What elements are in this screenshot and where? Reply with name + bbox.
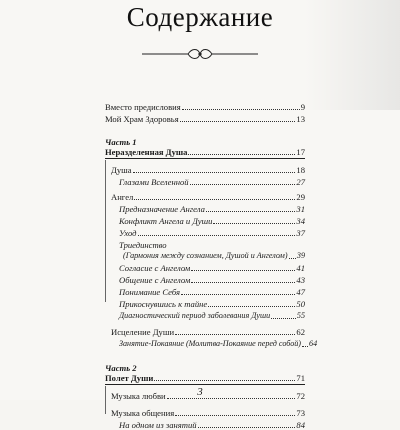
part-label: Часть 1	[105, 137, 137, 147]
toc-entry	[119, 214, 305, 226]
toc-entry	[119, 297, 305, 309]
section-bracket	[105, 386, 106, 414]
section-bracket	[105, 160, 106, 302]
heading-rule	[105, 384, 305, 385]
toc-entry	[119, 418, 305, 430]
toc-entry-page: 9	[300, 102, 305, 112]
toc-entry-page: 43	[296, 275, 305, 285]
toc-entry-title: (Гармония между сознанием, Душой и Ангелом)	[123, 251, 288, 260]
toc-entry-page: 29	[296, 192, 305, 202]
toc-entry	[119, 261, 305, 273]
toc-entry-title: На одном из занятий	[119, 420, 197, 430]
dot-leader	[191, 281, 295, 283]
toc-entry	[119, 226, 305, 238]
toc-entry	[119, 337, 318, 349]
toc-entry	[119, 273, 305, 285]
toc-entry	[105, 100, 305, 112]
dot-leader	[213, 222, 295, 224]
toc-entry-title: Занятие-Покаяние (Молитва-Покаяние перед собой)	[119, 339, 302, 348]
toc-entry-title: Прикоснувшись к тайне	[119, 299, 208, 309]
heading-rule	[105, 158, 305, 159]
toc-entry-title: Уход	[119, 228, 137, 238]
toc-entry-page: 55	[296, 311, 305, 320]
toc-entry-title: Триединство	[119, 240, 167, 250]
toc-entry-title: Вместо предисловия	[105, 102, 181, 112]
dot-leader	[190, 183, 296, 185]
ornament-divider-icon	[140, 45, 260, 63]
toc-entry	[119, 309, 305, 321]
dot-leader	[191, 269, 295, 271]
toc-entry	[111, 163, 305, 175]
dot-leader	[167, 397, 296, 399]
toc-entry	[119, 202, 305, 214]
toc-entry-page: 13	[296, 114, 305, 124]
dot-leader	[154, 379, 295, 381]
toc-entry	[111, 190, 305, 202]
toc-entry-title: Мой Храм Здоровья	[105, 114, 179, 124]
toc-entry-title: Музыка любви	[111, 391, 166, 401]
dot-leader	[302, 345, 308, 347]
toc-entry	[119, 285, 305, 297]
toc-entry-title: Ангел	[111, 192, 134, 202]
toc-entry	[111, 406, 305, 418]
toc-entry-page: 27	[296, 177, 305, 187]
toc-entry-title: Неразделенная Душа	[105, 147, 188, 157]
toc-entry-title: Музыка общения	[111, 408, 175, 418]
toc-entry-title: Диагностический период заболевания Души	[119, 311, 271, 320]
dot-leader	[138, 234, 296, 236]
dot-leader	[208, 305, 295, 307]
page-title: Содержание	[126, 2, 274, 32]
dot-leader	[182, 108, 300, 110]
toc-entry-title: Общение с Ангелом	[119, 275, 191, 285]
dot-leader	[198, 426, 296, 428]
page-number: 3	[197, 386, 203, 398]
dot-leader	[175, 414, 295, 416]
toc-entry	[119, 175, 305, 187]
part-label: Часть 2	[105, 363, 137, 373]
toc-entry-title: Полет Души	[105, 373, 154, 383]
part-heading	[105, 371, 305, 383]
dot-leader	[134, 198, 295, 200]
toc-entry-page: 39	[296, 251, 305, 260]
dot-leader	[133, 171, 296, 173]
toc-entry-title: Согласие с Ангелом	[119, 263, 191, 273]
toc-entry-page: 37	[296, 228, 305, 238]
toc-entry-page: 47	[296, 287, 305, 297]
toc-entry-title: Понимание Себя	[119, 287, 180, 297]
dot-leader	[206, 210, 296, 212]
toc-entry-title: Исцеление Души	[111, 327, 175, 337]
toc-entry-page: 34	[296, 216, 305, 226]
toc-entry-page: 72	[296, 391, 305, 401]
dot-leader	[289, 257, 296, 259]
toc-entry-page: 64	[309, 339, 318, 348]
toc-entry	[123, 249, 305, 261]
toc-entry	[111, 325, 305, 337]
part-heading	[105, 145, 305, 157]
toc-entry-title: Глазами Вселенной	[119, 177, 189, 187]
toc-entry	[105, 112, 305, 124]
toc-entry-page: 71	[296, 373, 305, 383]
toc-entry-page: 17	[296, 147, 305, 157]
toc-entry-page: 41	[296, 263, 305, 273]
toc-entry-page: 73	[296, 408, 305, 418]
toc-entry-title: Душа	[111, 165, 132, 175]
toc-entry-page: 18	[296, 165, 305, 175]
dot-leader	[181, 293, 295, 295]
toc-entry-page: 31	[296, 204, 305, 214]
toc-entry-page: 50	[296, 299, 305, 309]
dot-leader	[271, 317, 296, 319]
toc-entry-page: 84	[296, 420, 305, 430]
dot-leader	[188, 153, 295, 155]
dot-leader	[175, 333, 295, 335]
toc-entry-title: Предназначение Ангела	[119, 204, 205, 214]
toc-entry-page: 62	[296, 327, 305, 337]
dot-leader	[180, 120, 296, 122]
toc-entry-title: Конфликт Ангела и Души	[119, 216, 213, 226]
